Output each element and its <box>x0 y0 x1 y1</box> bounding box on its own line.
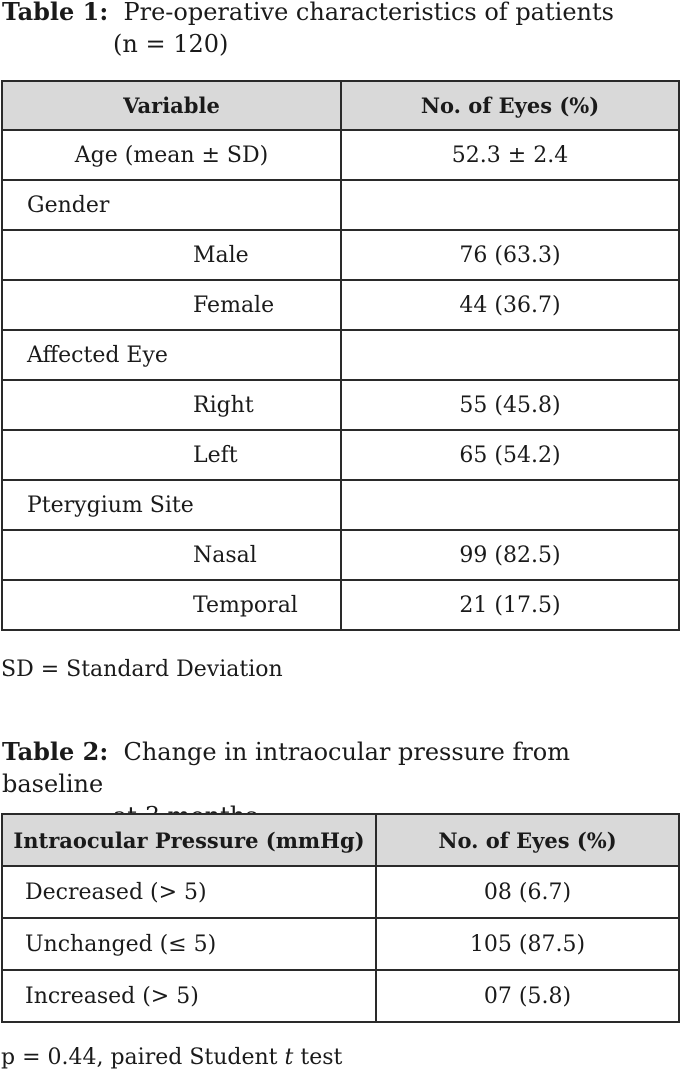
table-row <box>2 380 679 430</box>
table1-label: Table 1: <box>2 0 109 26</box>
row-value: 76 (63.3) <box>341 230 679 280</box>
table-row <box>2 480 679 530</box>
table2-footnote <box>1 1044 342 1072</box>
row-variable: Left <box>2 430 341 480</box>
table1-footnote: SD = Standard Deviation <box>1 657 283 682</box>
row-variable: Unchanged (≤ 5) <box>2 918 376 970</box>
row-value <box>341 180 679 230</box>
table1-header-count: No. of Eyes (%) <box>341 81 679 130</box>
table2-label: Table 2: <box>2 737 109 766</box>
table-row <box>2 330 679 380</box>
row-variable: Nasal <box>2 530 341 580</box>
table-row <box>2 530 679 580</box>
row-value: 07 (5.8) <box>376 970 679 1022</box>
table-row <box>2 918 679 970</box>
row-variable: Male <box>2 230 341 280</box>
table-row <box>2 430 679 480</box>
table1-caption <box>2 0 678 60</box>
row-variable: Temporal <box>2 580 341 630</box>
row-variable: Right <box>2 380 341 430</box>
row-value: 08 (6.7) <box>376 866 679 918</box>
row-variable: Pterygium Site <box>2 480 341 530</box>
row-variable: Affected Eye <box>2 330 341 380</box>
row-variable: Decreased (> 5) <box>2 866 376 918</box>
table2-title: Change in intraocular pressure from baseline <box>2 738 570 798</box>
row-variable: Gender <box>2 180 341 230</box>
table-row <box>2 866 679 918</box>
row-value: 105 (87.5) <box>376 918 679 970</box>
table-row <box>2 280 679 330</box>
table2 <box>1 813 680 1023</box>
table1-header-variable: Variable <box>2 81 341 130</box>
table2-header-row <box>2 814 679 866</box>
table1-title-line2: (n = 120) <box>113 30 229 58</box>
table1 <box>1 80 680 631</box>
table-row <box>2 580 679 630</box>
table2-footnote-suffix: test <box>293 1045 343 1070</box>
row-value: 44 (36.7) <box>341 280 679 330</box>
table-row <box>2 230 679 280</box>
row-variable: Age (mean ± SD) <box>2 130 341 180</box>
table2-footnote-prefix: p = 0.44, paired Student <box>1 1045 285 1070</box>
row-value: 55 (45.8) <box>341 380 679 430</box>
row-value: 52.3 ± 2.4 <box>341 130 679 180</box>
row-value <box>341 480 679 530</box>
row-value: 21 (17.5) <box>341 580 679 630</box>
table1-title: Pre-operative characteristics of patients <box>123 0 614 26</box>
table2-caption-line1 <box>2 736 678 800</box>
table-row <box>2 970 679 1022</box>
table2-header-count: No. of Eyes (%) <box>376 814 679 866</box>
table2-header-variable: Intraocular Pressure (mmHg) <box>2 814 376 866</box>
row-value: 99 (82.5) <box>341 530 679 580</box>
table1-caption-line1 <box>2 0 678 28</box>
table1-header-row <box>2 81 679 130</box>
table-row <box>2 180 679 230</box>
row-value: 65 (54.2) <box>341 430 679 480</box>
row-value <box>341 330 679 380</box>
table2-footnote-italic: t <box>284 1045 294 1070</box>
table-row <box>2 130 679 180</box>
row-variable: Increased (> 5) <box>2 970 376 1022</box>
row-variable: Female <box>2 280 341 330</box>
